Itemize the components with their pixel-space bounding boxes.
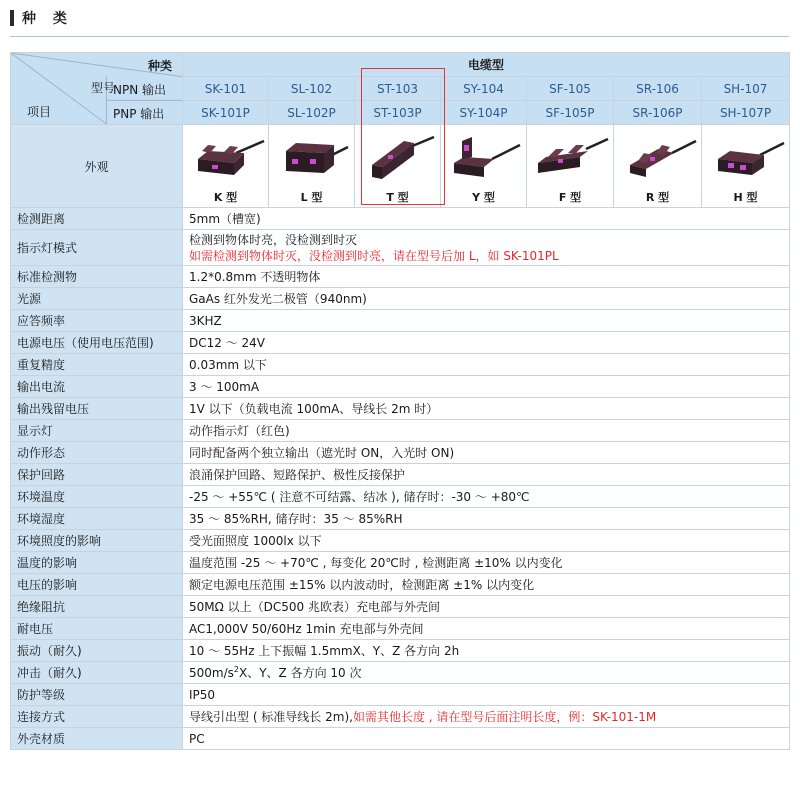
sensor-l-cell xyxy=(269,125,355,208)
header-diagonal-cell xyxy=(11,53,183,125)
section-title: 种 类 xyxy=(22,11,73,27)
spec-value: 3 ～ 100mA xyxy=(183,376,790,398)
spec-label: 环境湿度 xyxy=(11,508,183,530)
pnp-model: ST-103P xyxy=(355,101,441,125)
spec-value: 35 ～ 85%RH, 储存时：35 ～ 85%RH xyxy=(183,508,790,530)
spec-label: 防护等级 xyxy=(11,684,183,706)
spec-value: 浪涌保护回路、短路保护、极性反接保护 xyxy=(183,464,790,486)
spec-label: 输出电流 xyxy=(11,376,183,398)
sensor-type-label: L 型 xyxy=(300,191,323,204)
spec-value: 3KHZ xyxy=(183,310,790,332)
spec-value: 额定电源电压范围 ±15% 以内波动时，检测距离 ±1% 以内变化 xyxy=(183,574,790,596)
spec-row xyxy=(11,230,790,266)
spec-value: 500m/s xyxy=(189,666,234,680)
spec-label: 指示灯模式 xyxy=(11,230,183,266)
spec-row xyxy=(11,530,790,552)
spec-table xyxy=(10,52,790,750)
section-heading xyxy=(10,8,73,28)
spec-row xyxy=(11,354,790,376)
pnp-model: SH-107P xyxy=(702,101,790,125)
sensor-type-label: F 型 xyxy=(558,191,582,204)
spec-row xyxy=(11,310,790,332)
spec-value-cell xyxy=(183,662,790,684)
spec-value: 同时配备两个独立输出（遮光时 ON，入光时 ON) xyxy=(183,442,790,464)
sensor-t-cell xyxy=(355,125,441,208)
spec-value: 温度范围 -25 ～ +70℃ , 每变化 20℃时 , 检测距离 ±10% 以内变化 xyxy=(183,552,790,574)
sensor-y-cell xyxy=(441,125,527,208)
spec-row xyxy=(11,574,790,596)
spec-note-red: 如需其他长度 , 请在型号后面注明长度，例：SK-101-1M xyxy=(352,710,657,724)
spec-value: 1.2*0.8mm 不透明物体 xyxy=(183,266,790,288)
spec-row xyxy=(11,640,790,662)
spec-label: 冲击（耐久) xyxy=(11,662,183,684)
appearance-row xyxy=(11,125,790,208)
npn-model: SL-102 xyxy=(269,77,355,101)
sensor-f-cell xyxy=(527,125,614,208)
sensor-l-image xyxy=(272,129,352,191)
heading-divider xyxy=(10,36,789,37)
spec-row xyxy=(11,208,790,230)
spec-row xyxy=(11,398,790,420)
spec-label: 光源 xyxy=(11,288,183,310)
type-header-row xyxy=(11,53,790,77)
spec-row xyxy=(11,552,790,574)
spec-value: 0.03mm 以下 xyxy=(183,354,790,376)
pnp-model: SY-104P xyxy=(441,101,527,125)
spec-row xyxy=(11,662,790,684)
spec-label: 振动（耐久) xyxy=(11,640,183,662)
spec-value: IP50 xyxy=(183,684,790,706)
sensor-type-label: T 型 xyxy=(386,191,409,204)
pnp-label: PNP 输出 xyxy=(113,107,165,121)
spec-value: 50MΩ 以上（DC500 兆欧表）充电部与外壳间 xyxy=(183,596,790,618)
npn-model: ST-103 xyxy=(355,77,441,101)
spec-value: PC xyxy=(183,728,790,750)
model-label: 型号 xyxy=(91,81,116,95)
spec-value: 10 ～ 55Hz 上下振幅 1.5mmX、Y、Z 各方向 2h xyxy=(183,640,790,662)
spec-label: 耐电压 xyxy=(11,618,183,640)
sensor-r-cell xyxy=(614,125,702,208)
spec-row xyxy=(11,376,790,398)
sensor-type-label: R 型 xyxy=(645,191,670,204)
spec-value: -25 ～ +55℃ ( 注意不可结露、结冰 ), 储存时：-30 ～ +80℃ xyxy=(183,486,790,508)
npn-model: SH-107 xyxy=(702,77,790,101)
spec-label: 显示灯 xyxy=(11,420,183,442)
spec-label: 重复精度 xyxy=(11,354,183,376)
spec-label: 温度的影响 xyxy=(11,552,183,574)
sensor-y-image xyxy=(444,129,524,191)
spec-value: 受光面照度 1000lx 以下 xyxy=(183,530,790,552)
spec-value-cell xyxy=(183,230,790,266)
npn-model: SF-105 xyxy=(527,77,614,101)
spec-label: 环境照度的影响 xyxy=(11,530,183,552)
sensor-type-label: K 型 xyxy=(213,191,238,204)
spec-label: 绝缘阻抗 xyxy=(11,596,183,618)
spec-value: 动作指示灯（红色) xyxy=(183,420,790,442)
spec-row xyxy=(11,728,790,750)
spec-row xyxy=(11,442,790,464)
appearance-label: 外观 xyxy=(11,125,183,208)
spec-value: GaAs 红外发光二极管（940nm) xyxy=(183,288,790,310)
spec-row xyxy=(11,596,790,618)
spec-label: 保护回路 xyxy=(11,464,183,486)
sensor-k-cell xyxy=(183,125,269,208)
cable-type-header: 电缆型 xyxy=(183,53,790,77)
spec-value: 导线引出型 ( 标准导线长 2m), xyxy=(189,710,353,724)
npn-model: SK-101 xyxy=(183,77,269,101)
sensor-type-label: Y 型 xyxy=(472,191,495,204)
section-marker xyxy=(10,10,14,26)
sensor-h-image xyxy=(706,129,786,191)
type-label: 种类 xyxy=(147,59,172,73)
spec-row xyxy=(11,464,790,486)
item-label: 项目 xyxy=(27,105,52,119)
spec-label: 标准检测物 xyxy=(11,266,183,288)
spec-label: 连接方式 xyxy=(11,706,183,728)
spec-label: 外壳材质 xyxy=(11,728,183,750)
spec-label: 应答频率 xyxy=(11,310,183,332)
pnp-model: SF-105P xyxy=(527,101,614,125)
spec-value: AC1,000V 50/60Hz 1min 充电部与外壳间 xyxy=(183,618,790,640)
spec-label: 输出残留电压 xyxy=(11,398,183,420)
spec-row xyxy=(11,508,790,530)
sensor-k-image xyxy=(186,129,266,191)
pnp-model: SK-101P xyxy=(183,101,269,125)
spec-row xyxy=(11,486,790,508)
spec-row xyxy=(11,266,790,288)
spec-label: 动作形态 xyxy=(11,442,183,464)
spec-row xyxy=(11,706,790,728)
npn-model: SR-106 xyxy=(614,77,702,101)
spec-label: 电压的影响 xyxy=(11,574,183,596)
spec-value-superscript: 2 xyxy=(233,665,239,674)
npn-model: SY-104 xyxy=(441,77,527,101)
spec-label: 电源电压（使用电压范围) xyxy=(11,332,183,354)
spec-note-red: 如需检测到物体时灭，没检测到时亮，请在型号后加 L，如 SK-101PL xyxy=(189,248,559,263)
spec-value: 1V 以下（负载电流 100mA、导线长 2m 时） xyxy=(183,398,790,420)
spec-row xyxy=(11,420,790,442)
sensor-t-image xyxy=(358,129,438,191)
sensor-r-image xyxy=(618,129,698,191)
spec-row xyxy=(11,684,790,706)
spec-value: X、Y、Z 各方向 10 次 xyxy=(238,666,362,680)
spec-row xyxy=(11,288,790,310)
spec-label: 环境温度 xyxy=(11,486,183,508)
sensor-type-label: H 型 xyxy=(733,191,758,204)
sensor-h-cell xyxy=(702,125,790,208)
npn-label: NPN 输出 xyxy=(113,83,167,97)
sensor-f-image xyxy=(530,129,610,191)
spec-label: 检测距离 xyxy=(11,208,183,230)
spec-value-cell xyxy=(183,706,790,728)
spec-value: 检测到物体时亮，没检测到时灭 xyxy=(189,232,358,247)
spec-row xyxy=(11,332,790,354)
pnp-model: SL-102P xyxy=(269,101,355,125)
spec-value: DC12 ～ 24V xyxy=(183,332,790,354)
spec-row xyxy=(11,618,790,640)
pnp-model: SR-106P xyxy=(614,101,702,125)
spec-value: 5mm（槽宽) xyxy=(183,208,790,230)
